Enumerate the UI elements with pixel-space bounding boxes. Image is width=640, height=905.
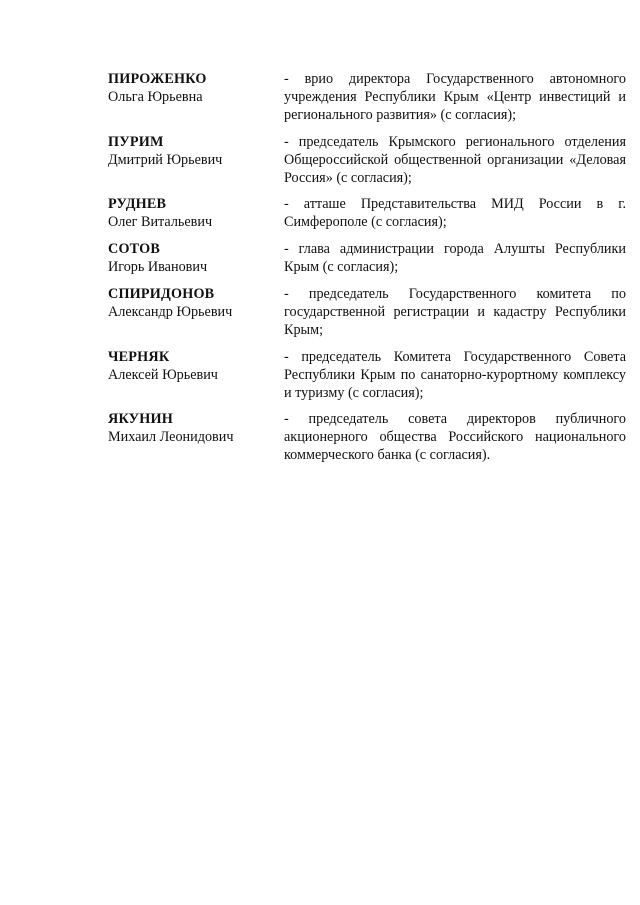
member-surname: ЧЕРНЯК: [108, 349, 170, 365]
member-role: - глава администрации города Алушты Республики Крым (с согласия);: [284, 241, 626, 275]
member-role: - атташе Представительства МИД России в г. Симферополе (с согласия);: [284, 196, 626, 230]
member-name: [108, 195, 278, 231]
member-role: - председатель Государственного комитета по государственной регистрации и кадастру Республики Крым;: [284, 286, 626, 338]
member-surname: РУДНЕВ: [108, 196, 167, 212]
member-given-name: Игорь Иванович: [108, 259, 208, 275]
member-given-name: Александр Юрьевич: [108, 304, 233, 320]
member-name: [108, 240, 278, 276]
member-surname: ПУРИМ: [108, 134, 164, 150]
member-role: - председатель совета директоров публичного акционерного общества Российского национального коммерческого банка (с согласия).: [284, 411, 626, 463]
member-role: - врио директора Государственного автономного учреждения Республики Крым «Центр инвестиций и регионального развития» (с согласия);: [284, 71, 626, 123]
member-given-name: Олег Витальевич: [108, 214, 213, 230]
member-role: - председатель Крымского регионального отделения Общероссийской общественной организации «Деловая Россия» (с согласия);: [284, 134, 626, 186]
member-given-name: Михаил Леонидович: [108, 429, 234, 445]
member-given-name: Ольга Юрьевна: [108, 89, 203, 105]
member-surname: СПИРИДОНОВ: [108, 286, 215, 302]
member-name: [108, 410, 278, 446]
member-name: [108, 70, 278, 106]
member-given-name: Алексей Юрьевич: [108, 367, 218, 383]
member-surname: СОТОВ: [108, 241, 161, 257]
member-name: [108, 285, 278, 321]
member-role: - председатель Комитета Государственного Совета Республики Крым по санаторно-курортному комплексу и туризму (с согласия);: [284, 349, 626, 401]
member-surname: ПИРОЖЕНКО: [108, 71, 207, 87]
member-name: [108, 133, 278, 169]
member-given-name: Дмитрий Юрьевич: [108, 152, 223, 168]
member-surname: ЯКУНИН: [108, 411, 173, 427]
member-name: [108, 348, 278, 384]
